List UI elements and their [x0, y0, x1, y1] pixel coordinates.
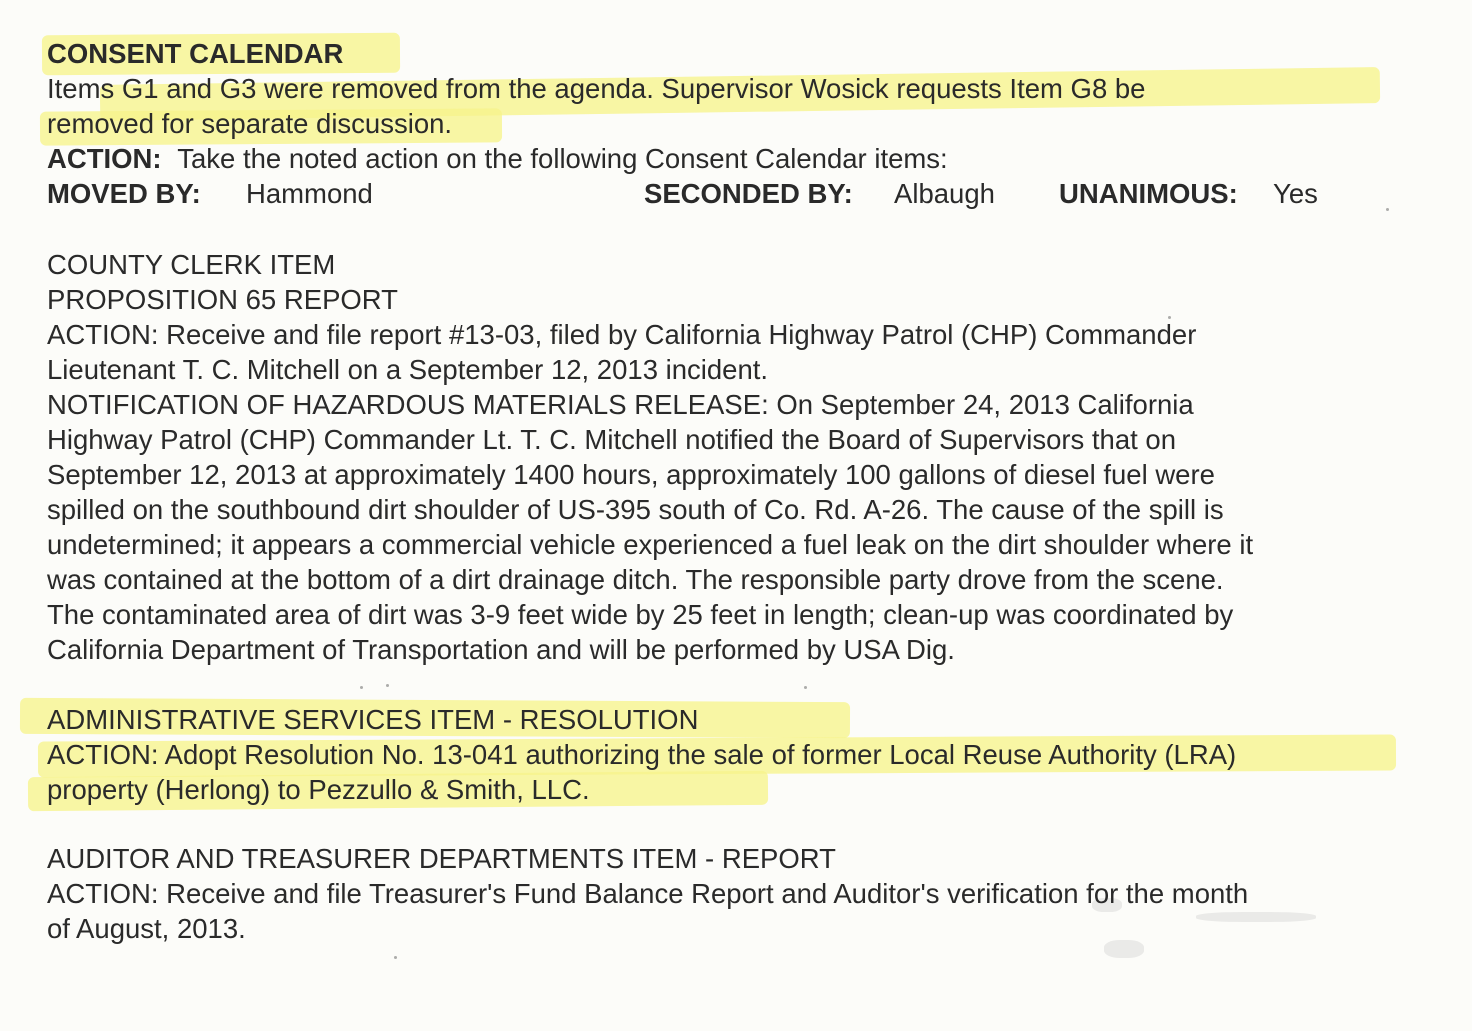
scan-speck: [386, 684, 389, 687]
action-text: Take the noted action on the following Consent Calendar items:: [177, 143, 948, 174]
proposition-65-heading: PROPOSITION 65 REPORT: [47, 284, 398, 315]
county-clerk-line: September 12, 2013 at approximately 1400 hours, approximately 100 gallons of diesel fuel were: [47, 459, 1215, 490]
consent-action-row: [47, 141, 948, 176]
county-clerk-line: Highway Patrol (CHP) Commander Lt. T. C. Mitchell notified the Board of Supervisors that on: [47, 424, 1177, 455]
county-clerk-line: California Department of Transportation and will be performed by USA Dig.: [47, 634, 955, 665]
seconded-by-value: Albaugh: [894, 178, 995, 209]
auditor-action-line-2: of August, 2013.: [47, 913, 246, 944]
scan-speck: [804, 686, 807, 689]
admin-services-heading: ADMINISTRATIVE SERVICES ITEM - RESOLUTION: [47, 704, 699, 735]
county-clerk-line: undetermined; it appears a commercial vehicle experienced a fuel leak on the dirt shoulder where it: [47, 529, 1254, 560]
consent-line-2: removed for separate discussion.: [47, 108, 453, 139]
scan-smudge: [1196, 912, 1316, 922]
admin-action-line-2: property (Herlong) to Pezzullo & Smith, LLC.: [47, 774, 590, 805]
county-clerk-heading: COUNTY CLERK ITEM: [47, 249, 336, 280]
county-clerk-line: NOTIFICATION OF HAZARDOUS MATERIALS RELEASE: On September 24, 2013 California: [47, 389, 1194, 420]
admin-action-line-1: ACTION: Adopt Resolution No. 13-041 authorizing the sale of former Local Reuse Authority (LRA): [47, 739, 1237, 770]
county-clerk-line: Lieutenant T. C. Mitchell on a September 12, 2013 incident.: [47, 354, 769, 385]
county-clerk-line: was contained at the bottom of a dirt drainage ditch. The responsible party drove from the scene.: [47, 564, 1224, 595]
scan-speck: [394, 956, 397, 959]
auditor-action-line-1: ACTION: Receive and file Treasurer's Fund Balance Report and Auditor's verification for the month: [47, 878, 1249, 909]
action-label: ACTION:: [47, 143, 162, 174]
moved-by-row: [47, 176, 1427, 211]
consent-line-1: Items G1 and G3 were removed from the agenda. Supervisor Wosick requests Item G8 be: [47, 73, 1146, 104]
seconded-by-label: SECONDED BY:: [644, 178, 853, 209]
auditor-treasurer-heading: AUDITOR AND TREASURER DEPARTMENTS ITEM - REPORT: [47, 843, 836, 874]
consent-calendar-heading: CONSENT CALENDAR: [47, 38, 344, 69]
unanimous-label: UNANIMOUS:: [1059, 178, 1238, 209]
moved-by-label: MOVED BY:: [47, 178, 201, 209]
scan-speck: [360, 686, 363, 689]
county-clerk-line: ACTION: Receive and file report #13-03, filed by California Highway Patrol (CHP) Commander: [47, 319, 1197, 350]
county-clerk-line: The contaminated area of dirt was 3-9 feet wide by 25 feet in length; clean-up was coordinated by: [47, 599, 1234, 630]
moved-by-value: Hammond: [246, 178, 373, 209]
unanimous-value: Yes: [1273, 178, 1318, 209]
county-clerk-line: spilled on the southbound dirt shoulder of US-395 south of Co. Rd. A-26. The cause of the spill is: [47, 494, 1224, 525]
scan-smudge: [1104, 940, 1144, 958]
